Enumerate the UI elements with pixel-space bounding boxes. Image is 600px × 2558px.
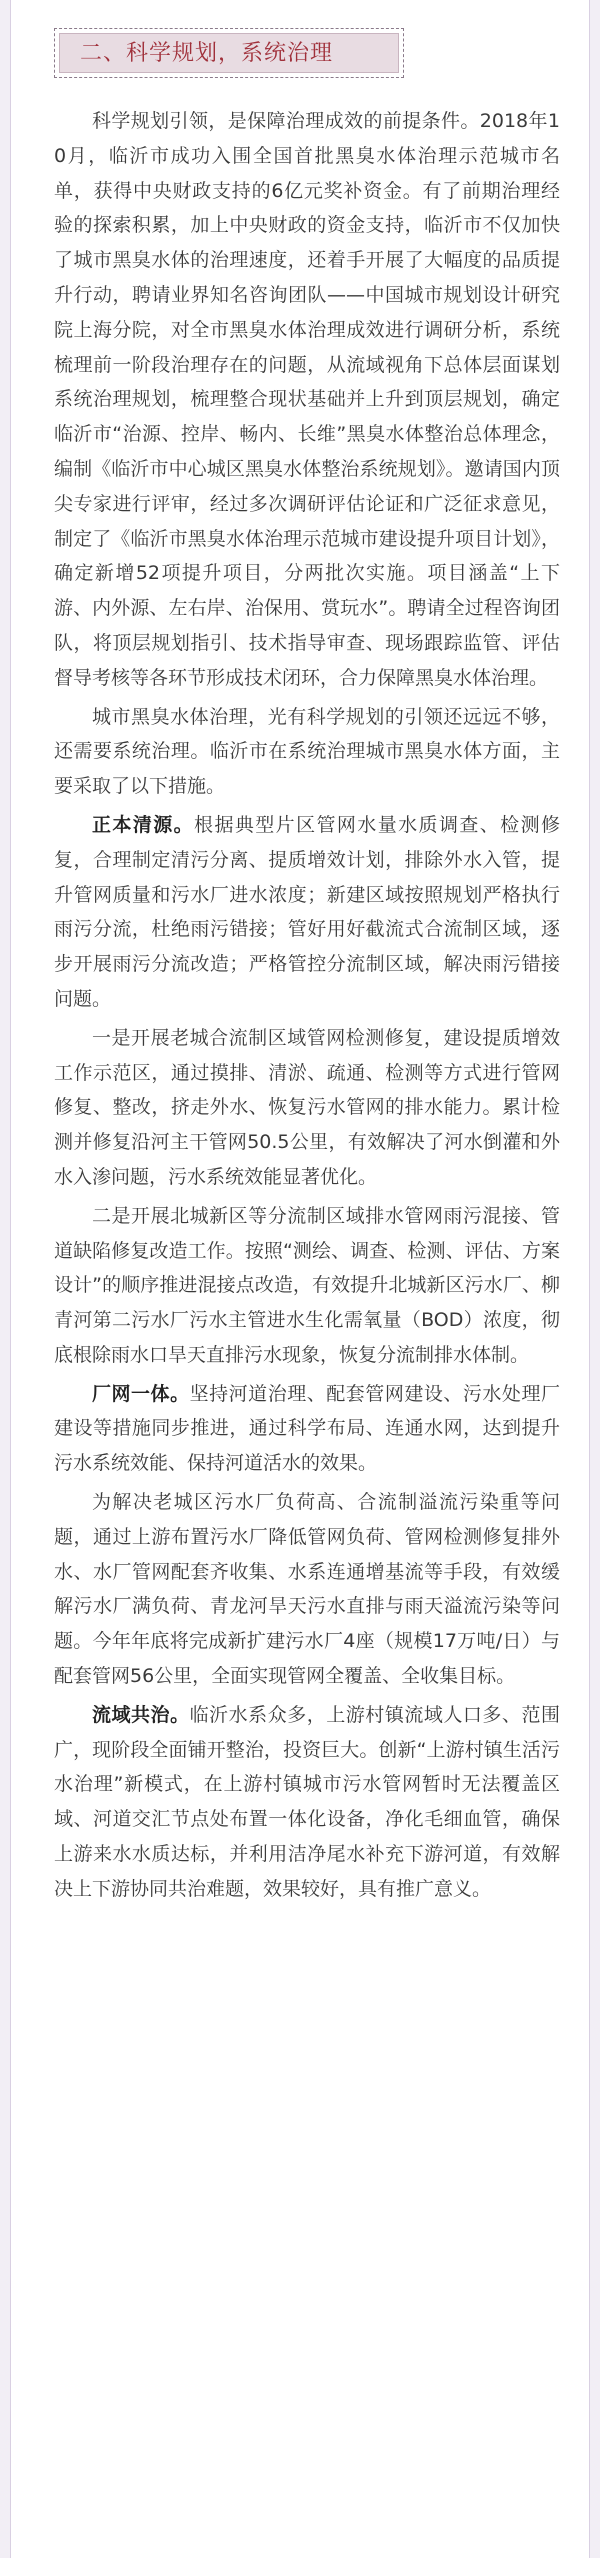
paragraph-source-control — [54, 808, 560, 1017]
paragraph-planning — [54, 104, 560, 696]
paragraph-text: 城市黑臭水体治理，光有科学规划的引领还远远不够，还需要系统治理。临沂市在系统治理城市黑臭水体方面，主要采取了以下措施。 — [54, 705, 560, 798]
section-heading-box — [54, 28, 404, 78]
paragraph-text: 科学规划引领，是保障治理成效的前提条件。2018年10月，临沂市成功入围全国首批黑臭水体治理示范城市名单，获得中央财政支持的6亿元奖补资金。有了前期治理经验的探索积累，加上中央财政的资金支持，临沂市不仅加快了城市黑臭水体的治理速度，还着手开展了大幅度的品质提升行动，聘请业界知名咨询团队——中国城市规划设计研究院上海分院，对全市黑臭水体治理成效进行调研分析，系统梳理前一阶段治理存在的问题，从流域视角下总体层面谋划系统治理规划，梳理整合现状基础并上升到顶层规划，确定临沂市“治源、控岸、畅内、长维”黑臭水体整治总体理念，编制《临沂市中心城区黑臭水体整治系统规划》。邀请国内顶尖专家进行评审，经过多次调研评估论证和广泛征求意见，制定了《临沂市黑臭水体治理示范城市建设提升项目计划》，确定新增52项提升项目，分两批次实施。项目涵盖“上下游、内外源、左右岸、治保用、赏玩水”。聘请全过程咨询团队，将顶层规划指引、技术指导审查、现场跟踪监管、评估督导考核等各环节形成技术闭环，合力保障黑臭水体治理。 — [54, 110, 560, 689]
paragraph-plant-load — [54, 1485, 560, 1694]
paragraph-plant-network — [54, 1377, 560, 1481]
paragraph-lead: 正本清源。 — [92, 813, 195, 836]
paragraph-lead: 厂网一体。 — [92, 1382, 190, 1405]
paragraph-text: 二是开展北城新区等分流制区域排水管网雨污混接、管道缺陷修复改造工作。按照“测绘、调查、检测、评估、方案设计”的顺序推进混接点改造，有效提升北城新区污水厂、柳青河第二污水厂污水主管进水生化需氧量（BOD）浓度，彻底根除雨水口旱天直排污水现象，恢复分流制排水体制。 — [54, 1204, 560, 1366]
paragraph-old-city-network — [54, 1021, 560, 1195]
paragraph-text: 根据典型片区管网水量水质调查、检测修复，合理制定清污分离、提质增效计划，排除外水入管，提升管网质量和污水厂进水浓度；新建区域按照规划严格执行雨污分流，杜绝雨污错接；管好用好截流式合流制区域，逐步开展雨污分流改造；严格管控分流制区域，解决雨污错接问题。 — [54, 813, 560, 1010]
paragraph-north-city-network — [54, 1199, 560, 1373]
paragraph-text: 临沂水系众多，上游村镇流域人口多、范围广，现阶段全面铺开整治，投资巨大。创新“上游村镇生活污水治理”新模式，在上游村镇城市污水管网暂时无法覆盖区域、河道交汇节点处布置一体化设备，净化毛细血管，确保上游来水水质达标，并利用洁净尾水补充下游河道，有效解决上下游协同共治难题，效果较好，具有推广意义。 — [54, 1703, 560, 1900]
section-heading: 二、科学规划，系统治理 — [59, 33, 399, 73]
paragraph-text: 一是开展老城合流制区域管网检测修复，建设提质增效工作示范区，通过摸排、清淤、疏通、检测等方式进行管网修复、整改，挤走外水、恢复污水管网的排水能力。累计检测并修复沿河主干管网50.5公里，有效解决了河水倒灌和外水入渗问题，污水系统效能显著优化。 — [54, 1026, 560, 1188]
article-body — [54, 104, 560, 1911]
paragraph-text: 为解决老城区污水厂负荷高、合流制溢流污染重等问题，通过上游布置污水厂降低管网负荷、管网检测修复排外水、水厂管网配套齐收集、水系连通增基流等手段，有效缓解污水厂满负荷、青龙河旱天污水直排与雨天溢流污染等问题。今年年底将完成新扩建污水厂4座（规模17万吨/日）与配套管网56公里，全面实现管网全覆盖、全收集目标。 — [54, 1491, 560, 1688]
paragraph-text: 坚持河道治理、配套管网建设、污水处理厂建设等措施同步推进，通过科学布局、连通水网，达到提升污水系统效能、保持河道活水的效果。 — [54, 1382, 560, 1475]
paragraph-system-intro — [54, 700, 560, 804]
paragraph-lead: 流域共治。 — [92, 1703, 190, 1726]
paragraph-basin-governance — [54, 1698, 560, 1907]
